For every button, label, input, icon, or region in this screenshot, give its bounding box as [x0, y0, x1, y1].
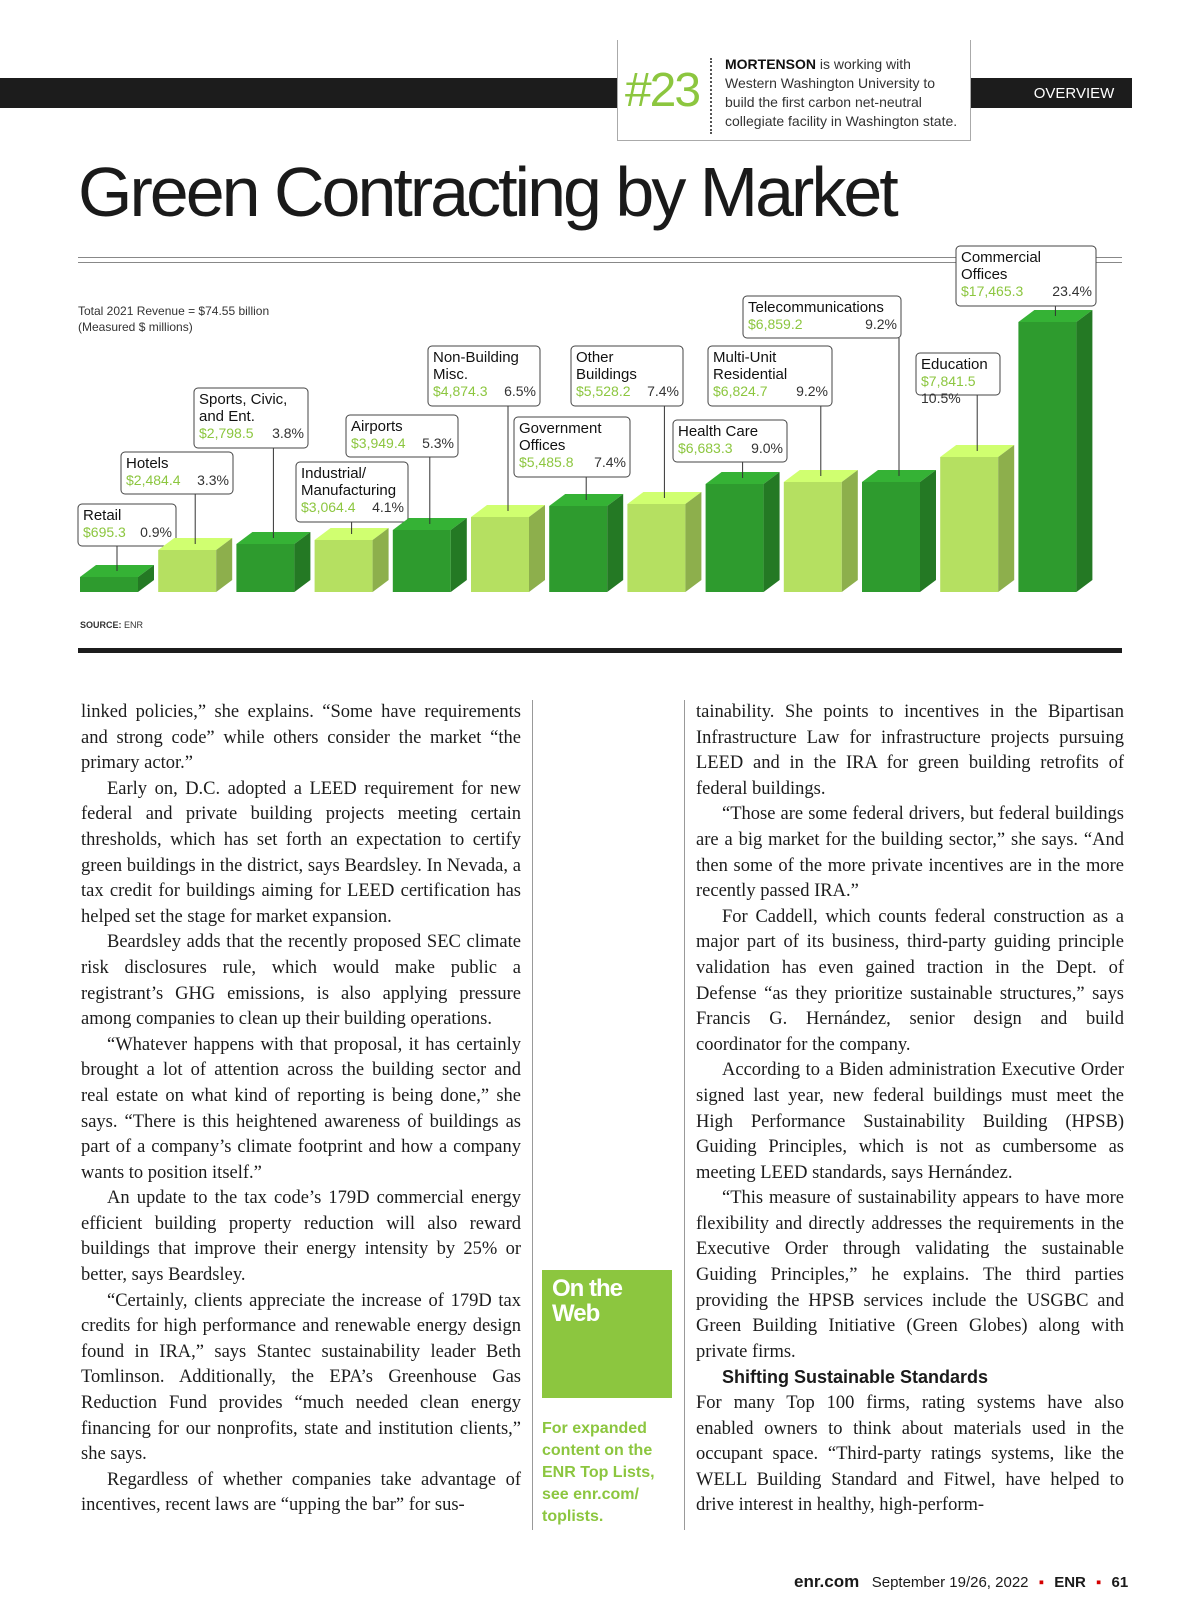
bar: [393, 530, 451, 592]
value-label: $4,874.3: [433, 383, 488, 399]
footer-date: September 19/26, 2022: [871, 1574, 1029, 1591]
value-label: $17,465.3: [961, 283, 1024, 299]
percent-label: 23.4%: [1052, 283, 1092, 299]
value-label: $6,683.3: [678, 440, 733, 456]
value-label: $6,859.2: [748, 316, 803, 332]
percent-label: 4.1%: [372, 499, 404, 515]
chart-bottom-rule: [78, 648, 1122, 653]
paragraph: According to a Biden administration Executive Order signed last year, new federal buildings must meet the High Performance Sustainability Building (HPSB) Guiding Principles, which is not as cumbersome as meeting LEED standards, says Hernández.: [696, 1060, 1124, 1183]
chart-source: [80, 620, 143, 630]
bar: [471, 517, 529, 592]
percent-label: 5.3%: [422, 435, 454, 451]
paragraph: Early on, D.C. adopted a LEED requirement for new federal and private building projects meeting certain thresholds, which has set forth an expectation to certify green buildings in the district, says Beardsley. In Nevada, a tax credit for buildings aiming for LEED certification has helped set the stage for market expansion.: [81, 778, 521, 927]
category-label: Multi-Unit: [713, 349, 777, 366]
category-label: Non-Building: [433, 349, 519, 366]
value-label: $2,484.4: [126, 472, 181, 488]
paragraph: “Whatever happens with that proposal, it has certainly brought a lot of attention across the building sector and real estate on what kind of reporting is being done,” she says. “There is this heightened awareness of buildings as part of a company’s climate footprint and how a company wants to position itself.”: [81, 1034, 521, 1183]
category-label: Telecommunications: [748, 299, 884, 316]
bar-side: [607, 494, 623, 592]
bar: [80, 577, 138, 592]
bar-side: [998, 445, 1014, 592]
category-label: Other: [576, 349, 614, 366]
percent-label: 3.8%: [272, 425, 304, 441]
bar: [784, 482, 842, 592]
paragraph: For many Top 100 firms, rating systems have also enabled owners to think about materials used in the occupant space. “Third-party ratings systems, like the WELL Building Standard and Fitwel, have helped to drive interest in healthy, high-perform-: [696, 1393, 1124, 1516]
page-footer: [794, 1572, 1128, 1592]
bar: [940, 457, 998, 592]
value-label: $6,824.7: [713, 383, 768, 399]
category-label: Offices: [961, 266, 1008, 283]
article-column-1: [81, 700, 521, 1519]
footer-site: enr.com: [794, 1572, 860, 1591]
paragraph: For Caddell, which counts federal construction as a major part of its business, third-party guiding principle validation has even gained traction in the Dept. of Defense “as they prioritize sustainable structures,” says Francis G. Hernández, senior design and build coordinator for the company.: [696, 906, 1124, 1055]
category-label: Hotels: [126, 455, 169, 472]
category-label: Manufacturing: [301, 482, 397, 499]
bar: [706, 484, 764, 592]
category-label: Offices: [519, 437, 566, 454]
column-divider: [532, 700, 533, 1530]
chart-total: Total 2021 Revenue = $74.55 billion: [78, 304, 270, 318]
paragraph: tainability. She points to incentives in the Bipartisan Infrastructure Law for infrastructure projects pursuing LEED and in the IRA for green building retrofits of federal buildings.: [696, 702, 1124, 799]
percent-label: 7.4%: [594, 454, 626, 470]
value-label: $3,949.4: [351, 435, 406, 451]
bar-side: [842, 470, 858, 592]
percent-label: 9.0%: [751, 440, 783, 456]
value-label: $5,528.2: [576, 383, 631, 399]
bar: [549, 506, 607, 592]
percent-label: 3.3%: [197, 472, 229, 488]
category-label: Health Care: [678, 423, 759, 440]
value-label: $2,798.5: [199, 425, 254, 441]
footer-bullet: ▪: [1096, 1574, 1102, 1591]
footer-publication: ENR: [1054, 1574, 1086, 1591]
teaser-company: MORTENSON: [725, 56, 816, 72]
value-label: $3,064.4: [301, 499, 356, 515]
category-label: Airports: [351, 418, 403, 435]
bar: [158, 550, 216, 592]
value-label: $5,485.8: [519, 454, 574, 470]
footer-bullet: ▪: [1038, 1574, 1045, 1591]
category-label: Retail: [83, 507, 122, 524]
percent-label: 9.2%: [796, 383, 828, 399]
bar: [315, 540, 373, 592]
value-label: $7,841.5: [921, 373, 976, 389]
paragraph: linked policies,” she explains. “Some have requirements and strong code” while others consider the market “the primary actor.”: [81, 702, 521, 774]
bar: [236, 544, 294, 592]
section-label: OVERVIEW: [1033, 85, 1115, 102]
percent-label: 9.2%: [865, 316, 897, 332]
category-label: and Ent.: [199, 408, 255, 425]
bar: [627, 504, 685, 592]
bar-side: [764, 472, 780, 592]
bar: [1018, 322, 1076, 592]
percent-label: 6.5%: [504, 383, 536, 399]
value-label: $695.3: [83, 524, 126, 540]
bar: [862, 482, 920, 592]
category-label: Sports, Civic,: [199, 391, 288, 408]
subhead: Shifting Sustainable Standards: [722, 1367, 989, 1388]
paragraph: Regardless of whether companies take advantage of incentives, recent laws are “upping the bar” for sus-: [81, 1469, 521, 1516]
paragraph: An update to the tax code’s 179D commercial energy efficient building property reduction will also reward buildings that improve their energy intensity by 25% or better, says Beardsley.: [81, 1188, 521, 1286]
category-label: Misc.: [433, 366, 468, 383]
category-label: Residential: [713, 366, 788, 383]
market-bar-chart: [0, 0, 1200, 660]
percent-label: 10.5%: [921, 390, 961, 406]
on-the-web-title: [552, 1276, 672, 1326]
category-label: Government: [519, 420, 602, 437]
paragraph: “This measure of sustainability appears to have more flexibility and directly addresses the requirements in the Executive Order through validating the sustainable Guiding Principles,” he explains. The third parties providing the HPSB services include the USGBC and Green Building Initiative (Green Globes) along with private firms.: [696, 1188, 1124, 1362]
on-the-web-line: Web: [552, 1300, 600, 1327]
source-label: SOURCE:: [80, 620, 122, 630]
paragraph: “Those are some federal drivers, but federal buildings are a big market for the building sector,” she says. “And then some of the more private incentives are in the more recently passed IRA.”: [696, 804, 1124, 902]
paragraph: Beardsley adds that the recently proposed SEC climate risk disclosures rule, which would make public a registrant’s GHG emissions, is also applying pressure among companies to clean up their building operations.: [81, 932, 521, 1030]
category-label: Industrial/: [301, 465, 367, 482]
footer-page-number: 61: [1111, 1574, 1129, 1591]
rank-number: #23: [624, 64, 700, 117]
source-value: ENR: [124, 620, 144, 630]
bar-side: [920, 470, 936, 592]
page-title: Green Contracting by Market: [78, 153, 896, 231]
on-the-web-line: On the: [552, 1275, 622, 1302]
column-divider: [684, 700, 685, 1530]
teaser-body: is working with Western Washington University to build the first carbon net-neutral collegiate facility in Washington state.: [725, 56, 958, 129]
paragraph: “Certainly, clients appreciate the increase of 179D tax credits for high performance and renewable energy design found in IRA,” says Stantec sustainability leader Beth Tomlinson. Additionally, the EPA’s Greenhouse Gas Reduction Fund provides “much needed clean energy financing for our nonprofits, state and institution clients,” she says.: [81, 1290, 521, 1465]
bar-side: [451, 518, 467, 592]
category-label: Education: [921, 356, 988, 373]
on-the-web-text: For expanded content on the ENR Top Lists, see enr.com/ toplists.: [542, 1420, 655, 1525]
category-label: Buildings: [576, 366, 637, 383]
category-label: Commercial: [961, 249, 1042, 266]
bar-side: [685, 492, 701, 592]
chart-units: (Measured $ millions): [78, 320, 193, 334]
article-column-3: [696, 700, 1124, 1519]
percent-label: 7.4%: [647, 383, 679, 399]
bar-side: [1076, 310, 1092, 592]
bar-side: [529, 505, 545, 592]
percent-label: 0.9%: [140, 524, 172, 540]
